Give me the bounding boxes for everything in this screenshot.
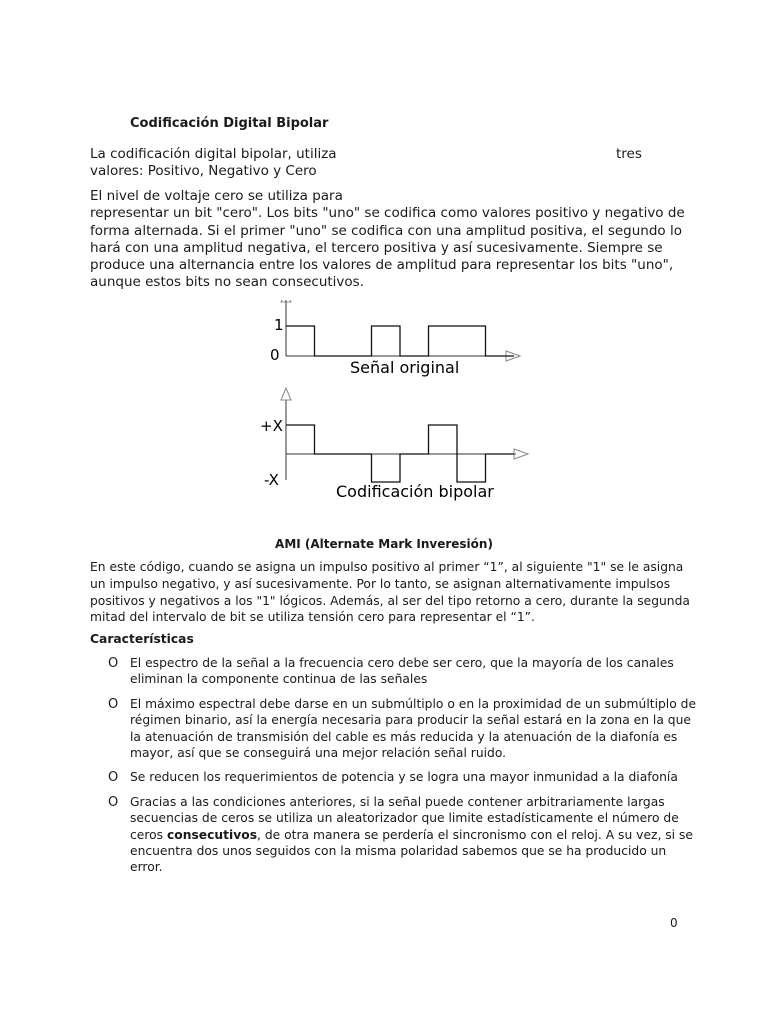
list-item-text: El espectro de la señal a la frecuencia cero debe ser cero, que la mayoría de los canales eliminan la componente continua de las señales xyxy=(130,656,674,687)
top-y-label-one: 1 xyxy=(274,316,284,334)
intro-text: La codificación digital bipolar, utiliza xyxy=(90,146,337,162)
intro-text-right: tres xyxy=(616,146,642,162)
bottom-caption: Codificación bipolar xyxy=(336,482,494,501)
top-y-label-zero: 0 xyxy=(270,346,280,364)
bullet-circle-icon: O xyxy=(108,770,119,786)
list-item-text xyxy=(130,795,693,875)
paragraph-zero-level: El nivel de voltaje cero se utiliza para representar un bit "cero". Los bits "uno" se codifica como valores positivo y negativo de forma alternada. Si el primer "uno" se codifica con una amplitud positiva, el segundo lo hará con una amplitud negativa, el tercero positiva y así sucesivamente. Siempre se produce una alternancia entre los valores de amplitud para representar los bits "uno", aunque estos bits no sean consecutivos. xyxy=(90,188,685,291)
ami-paragraph: En este código, cuando se asigna un impulso positivo al primer “1”, al siguiente "1" se le asigna un impulso negativo, y así sucesivamente. Por lo tanto, se asignan alternativamente impulsos positivos y negativos a los "1" lógicos. Además, al ser del tipo retorno a cero, durante la segunda mitad del intervalo de bit se utiliza tensión cero para representar el “1”. xyxy=(90,560,690,625)
original-signal-wave xyxy=(286,326,514,356)
list-item xyxy=(108,655,698,688)
list-item xyxy=(108,794,698,876)
section-title: Codificación Digital Bipolar xyxy=(130,116,329,131)
bullet-circle-icon: O xyxy=(108,696,119,712)
bullet-circle-icon: O xyxy=(108,794,119,810)
bottom-y-label-neg: -X xyxy=(264,471,279,489)
bottom-y-arrow xyxy=(281,388,291,400)
list-item-text: Se reducen los requerimientos de potencia y se logra una mayor inmunidad a la diafonía xyxy=(130,770,678,785)
ami-heading: AMI (Alternate Mark Inveresión) xyxy=(275,537,493,551)
list-item xyxy=(108,696,698,762)
page-number: 0 xyxy=(670,916,678,930)
top-caption: Señal original xyxy=(350,358,460,377)
list-item-text: El máximo espectral debe darse en un submúltiplo o en la proximidad de un submúltiplo de régimen binario, así la energía necesaria para producir la señal estará en la zona en la que la atenuación de transmisión del cable es más reducida y la atenuación de la diafonía es mayor, así que se conseguirá una mejor relación señal ruido. xyxy=(130,696,697,761)
bipolar-diagram xyxy=(250,300,540,510)
bottom-x-arrow xyxy=(514,449,528,459)
list-item-text-b: , de otra manera se perdería el sincronismo con el reloj. A su vez, si se encuentra dos unos seguidos con la misma polaridad sabemos que se ha producido un error. xyxy=(130,827,693,875)
bullet-circle-icon: O xyxy=(108,656,119,671)
list-item xyxy=(108,769,698,785)
intro-text-line2: valores: Positivo, Negativo y Cero xyxy=(90,163,317,179)
bottom-y-label-pos: +X xyxy=(260,417,283,435)
list-item-text-bold: consecutivos xyxy=(166,827,258,842)
characteristics-list xyxy=(108,655,698,884)
list-item-text-a: Gracias a las condiciones anteriores, si la señal puede contener arbitrariamente largas secuencias de ceros se utiliza un aleatorizador que limite estadísticamente el número de ceros xyxy=(130,794,679,842)
characteristics-heading: Características xyxy=(90,632,194,646)
